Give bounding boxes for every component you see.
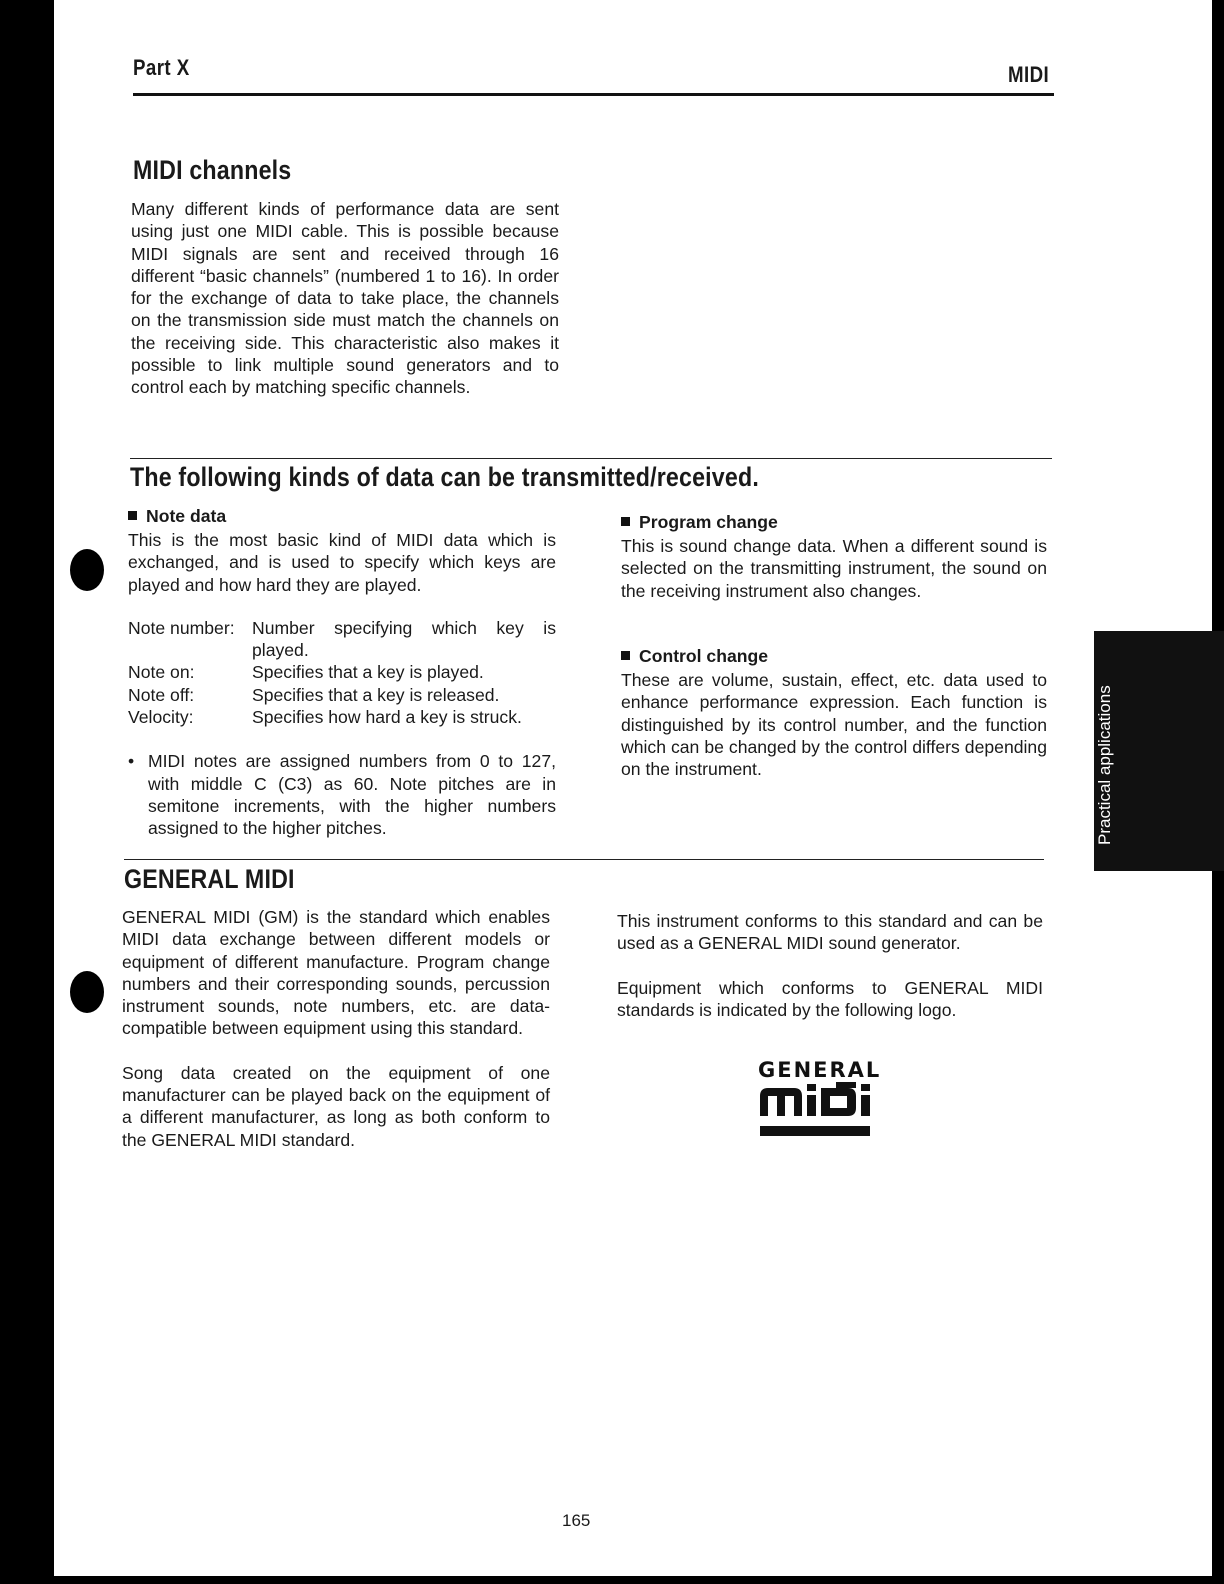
scan-border-bottom	[0, 1576, 1224, 1584]
general-midi-left-column	[122, 906, 550, 1151]
general-midi-heading: GENERAL MIDI	[124, 864, 295, 894]
definition-desc: Specifies how hard a key is struck.	[252, 707, 522, 728]
control-change-heading: Control change	[621, 646, 1047, 667]
general-midi-logo	[758, 1058, 882, 1147]
program-change-body: This is sound change data. When a different sound is selected on the transmitting instrument, the sound on the receiving instrument also changes.	[621, 536, 1047, 601]
midi-channels-body	[131, 198, 559, 399]
header-part-label: Part X	[133, 55, 190, 80]
control-change-block	[621, 646, 1047, 780]
definition-row	[128, 661, 556, 683]
square-bullet-icon	[621, 651, 630, 660]
gm-paragraph-4: Equipment which conforms to GENERAL MIDI standards is indicated by the following logo.	[617, 977, 1043, 1020]
definition-term: Note number:	[128, 617, 235, 638]
section-divider	[130, 458, 1052, 459]
midi-channels-paragraph: Many different kinds of performance data are sent using just one MIDI cable. This is possible because MIDI signals are sent and received through 16 different “basic channels” (numbered 1 to 16). In order for the exchange of data to take place, the channels on the transmission side must match the channels on the receiving side. This characteristic also makes it possible to link multiple sound generators and to control each by matching specific channels.	[131, 199, 559, 398]
program-change-heading: Program change	[621, 512, 1047, 533]
side-tab-label: Practical applications	[1095, 685, 1114, 845]
note-data-heading: Note data	[128, 506, 556, 527]
punch-hole-icon	[70, 971, 104, 1013]
gm-paragraph-3: This instrument conforms to this standard and can be used as a GENERAL MIDI sound generator.	[617, 911, 1043, 954]
page-number: 165	[562, 1511, 591, 1530]
definition-desc: Specifies that a key is played.	[252, 662, 484, 683]
gm-paragraph-2: Song data created on the equipment of one manufacturer can be played back on the equipment of a different manufacturer, as long as both conform to the GENERAL MIDI standard.	[122, 1062, 550, 1150]
definition-desc: Number specifying which key is played.	[252, 617, 556, 661]
definition-row	[128, 706, 556, 728]
scan-border-left	[0, 0, 54, 1584]
note-range-bullet: • MIDI notes are assigned numbers from 0 to 127, with middle C (C3) as 60. Note pitches are in semitone increments, with the higher numbers assigned to the higher pitches.	[128, 751, 556, 839]
gm-paragraph-1: GENERAL MIDI (GM) is the standard which enables MIDI data exchange between different models or equipment of different manufacture. Program change numbers and their corresponding sounds, percussion instrument sounds, note numbers, etc. are data-compatible between equipment using this standard.	[122, 907, 550, 1039]
note-definitions	[128, 617, 556, 728]
definition-term: Note on:	[128, 662, 195, 683]
general-midi-right-column	[617, 910, 1043, 1021]
punch-hole-icon	[70, 549, 104, 591]
header-rule	[133, 93, 1054, 96]
header-section-label: MIDI	[1008, 62, 1050, 87]
definition-row	[128, 684, 556, 706]
definition-desc: Specifies that a key is released.	[252, 684, 500, 705]
program-change-block	[621, 512, 1047, 602]
note-data-block	[128, 506, 556, 840]
data-kinds-heading: The following kinds of data can be transmitted/received.	[130, 462, 759, 492]
square-bullet-icon	[621, 517, 630, 526]
definition-term: Velocity:	[128, 707, 194, 728]
control-change-body: These are volume, sustain, effect, etc. data used to enhance performance expression. Each function is distinguished by its control number, and the function which can be changed by the control differs depending on the instrument.	[621, 670, 1047, 780]
section-divider-2	[124, 859, 1044, 860]
midi-channels-heading: MIDI channels	[133, 155, 292, 185]
square-bullet-icon	[128, 511, 137, 520]
note-data-body: This is the most basic kind of MIDI data which is exchanged, and is used to specify which keys are played and how hard they are played.	[128, 530, 556, 595]
definition-term: Note off:	[128, 684, 195, 705]
logo-general-text: GENERAL	[758, 1058, 882, 1082]
logo-midi-mark	[758, 1082, 874, 1142]
bullet-dot-icon: •	[128, 751, 135, 772]
definition-row	[128, 617, 556, 662]
